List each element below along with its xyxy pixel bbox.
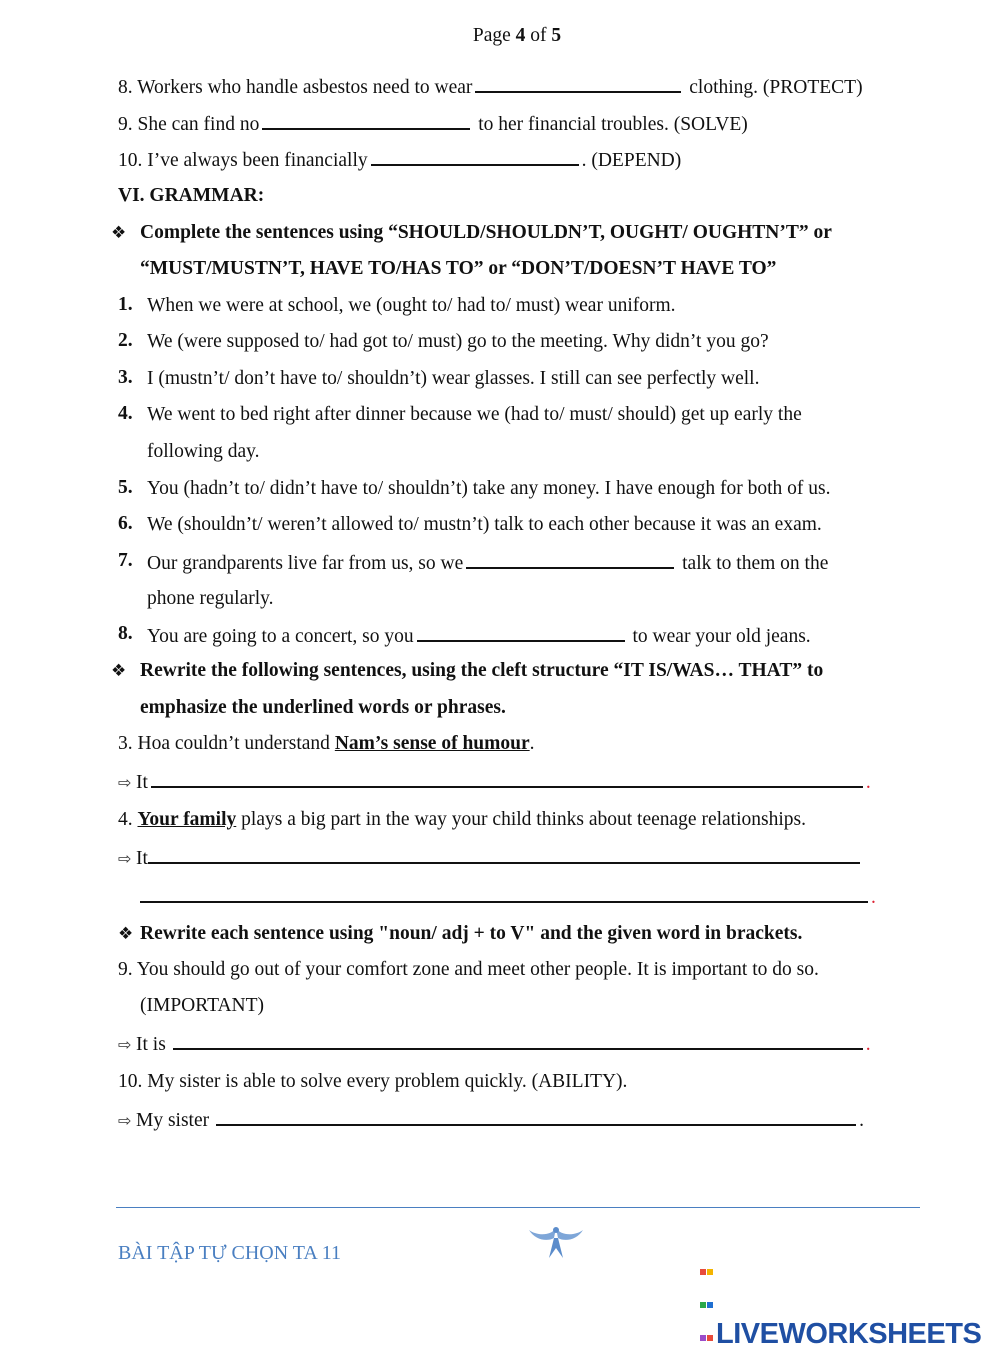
- noun-adj-answer-10: ⇨ My sister .: [118, 1107, 864, 1133]
- logo-mark-icon: [700, 1250, 716, 1349]
- grammar-item-3: I (mustn’t/ don’t have to/ shouldn’t) wear glasses. I still can see perfectly well.: [147, 368, 760, 389]
- item-number: 3.: [118, 367, 133, 388]
- noun-adj-answer-9: ⇨ It is .: [118, 1031, 871, 1057]
- section3-instruction: Rewrite each sentence using "noun/ adj + to V" and the given word in brackets.: [140, 923, 803, 944]
- grammar-item-6: We (shouldn’t/ weren’t allowed to/ mustn’t) talk to each other because it was an exam.: [147, 514, 822, 535]
- grammar-item-4-cont: following day.: [147, 441, 260, 462]
- answer-line[interactable]: [148, 845, 860, 864]
- grammar-item-7-cont: phone regularly.: [147, 588, 274, 609]
- cleft-answer-4-line2: .: [140, 884, 876, 910]
- grammar-item-4: We went to bed right after dinner because we (had to/ must/ should) get up early the: [147, 404, 802, 425]
- answer-line[interactable]: [140, 884, 868, 903]
- item-number: 2.: [118, 330, 133, 351]
- item-number: 8.: [118, 623, 133, 644]
- section2-instruction-line1: Rewrite the following sentences, using the cleft structure “IT IS/WAS… THAT” to: [140, 660, 824, 681]
- answer-blank[interactable]: [262, 111, 470, 130]
- cleft-answer-3: ⇨ It .: [118, 769, 871, 795]
- diamond-bullet-icon: ❖: [118, 924, 134, 944]
- page-number: Page 4 of 5: [472, 25, 562, 46]
- section2-instruction-line2: emphasize the underlined words or phrases.: [140, 697, 506, 718]
- arrow-right-icon: ⇨: [118, 773, 132, 792]
- answer-blank[interactable]: [417, 623, 625, 642]
- diamond-bullet-icon: ❖: [111, 661, 127, 681]
- cleft-answer-4: ⇨ It: [118, 845, 863, 871]
- word-form-9: 9. She can find no to her financial troubles. (SOLVE): [118, 111, 748, 137]
- ornament-icon: [527, 1222, 585, 1268]
- answer-blank[interactable]: [475, 74, 681, 93]
- item-number: 7.: [118, 550, 133, 571]
- answer-line[interactable]: [216, 1107, 856, 1126]
- noun-adj-item-9: 9. You should go out of your comfort zone and meet other people. It is important to do so.: [118, 959, 819, 980]
- word-form-10: 10. I’ve always been financially . (DEPEND): [118, 147, 681, 173]
- noun-adj-item-10: 10. My sister is able to solve every problem quickly. (ABILITY).: [118, 1071, 628, 1092]
- section1-instruction-line1: Complete the sentences using “SHOULD/SHOULDN’T, OUGHT/ OUGHTN’T” or: [140, 222, 832, 243]
- grammar-item-8: You are going to a concert, so you to wear your old jeans.: [147, 623, 811, 649]
- footer-divider: [116, 1207, 920, 1208]
- answer-line[interactable]: [173, 1031, 863, 1050]
- grammar-item-2: We (were supposed to/ had got to/ must) go to the meeting. Why didn’t you go?: [147, 331, 769, 352]
- arrow-right-icon: ⇨: [118, 849, 132, 868]
- grammar-item-1: When we were at school, we (ought to/ had to/ must) wear uniform.: [147, 295, 676, 316]
- footer-course-title: BÀI TẬP TỰ CHỌN TA 11: [118, 1242, 342, 1264]
- item-number: 1.: [118, 294, 133, 315]
- item-number: 4.: [118, 403, 133, 424]
- answer-blank[interactable]: [466, 550, 674, 569]
- cleft-item-4: 4. Your family plays a big part in the way your child thinks about teenage relationships.: [118, 809, 806, 830]
- item-number: 6.: [118, 513, 133, 534]
- arrow-right-icon: ⇨: [118, 1035, 132, 1054]
- diamond-bullet-icon: ❖: [111, 223, 127, 243]
- word-form-8: 8. Workers who handle asbestos need to wear clothing. (PROTECT): [118, 74, 863, 100]
- arrow-right-icon: ⇨: [118, 1111, 132, 1130]
- item-number: 5.: [118, 477, 133, 498]
- section1-instruction-line2: “MUST/MUSTN’T, HAVE TO/HAS TO” or “DON’T/DOESN’T HAVE TO”: [140, 258, 777, 279]
- noun-adj-item-9-cont: (IMPORTANT): [140, 995, 265, 1016]
- grammar-heading: VI. GRAMMAR:: [118, 185, 265, 206]
- cleft-item-3: 3. Hoa couldn’t understand Nam’s sense of humour.: [118, 733, 535, 754]
- answer-line[interactable]: [151, 769, 863, 788]
- liveworksheets-logo[interactable]: LIVEWORKSHEETS: [700, 1250, 981, 1351]
- grammar-item-7: Our grandparents live far from us, so we talk to them on the: [147, 550, 828, 576]
- answer-blank[interactable]: [371, 147, 579, 166]
- grammar-item-5: You (hadn’t to/ didn’t have to/ shouldn’t) take any money. I have enough for both of us.: [147, 478, 831, 499]
